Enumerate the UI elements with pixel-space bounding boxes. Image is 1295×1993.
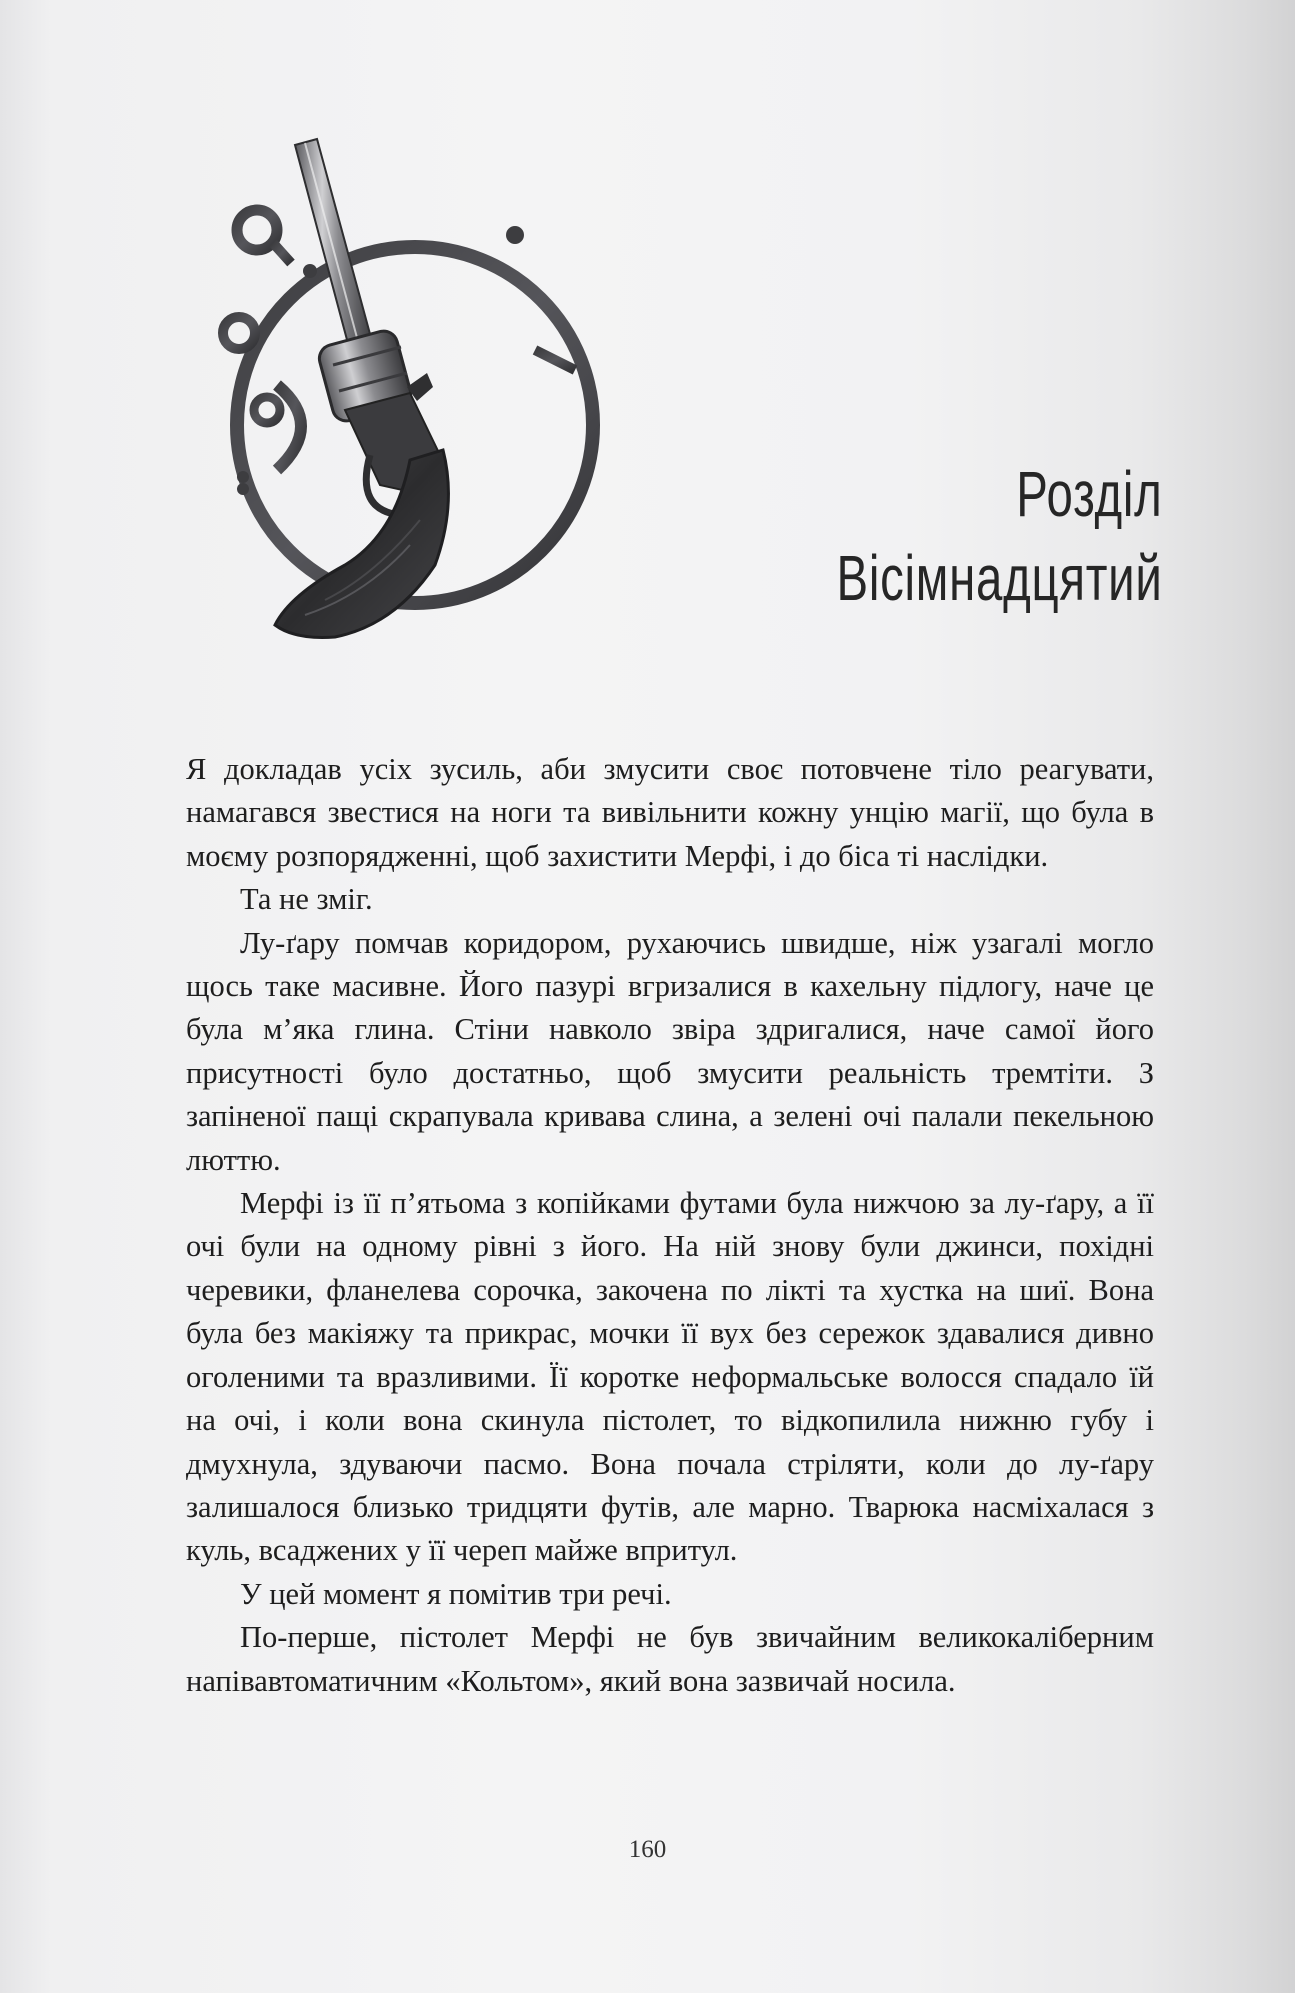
chapter-title bbox=[722, 452, 1163, 620]
chapter-body bbox=[186, 748, 1154, 1703]
paragraph: По-перше, пістолет Мерфі не був звичайним великокаліберним напівавтоматичним «Кольтом», який вона зазвичай носила. bbox=[186, 1620, 1154, 1698]
page-number: 160 bbox=[628, 1836, 667, 1863]
paragraph: Я докладав усіх зусиль, аби змусити своє потовчене тіло реагувати, намагався звестися на ноги та вивільнити кожну унцію магії, що була в моєму розпорядженні, щоб захистити Мерфі, і до біса ті наслідки. bbox=[186, 752, 1154, 873]
paragraph: Та не зміг. bbox=[240, 882, 373, 917]
paragraph: Мерфі із її п’ятьома з копійками футами була нижчою за лу-ґару, а її очі були на одному рівні з його. На ній знову були джинси, похідні черевики, фланелева сорочка, закочена по лікті та хустка на шиї. Вона була без макіяжу та прикрас, мочки її вух без сережок здавалися дивно оголеними та вразливими. Її коротке неформальське волосся спадало їй на очі, і коли вона скинула пістолет, то відкопилила нижню губу і дмухнула, здуваючи пасмо. Вона почала стріляти, коли до лу-ґару залишалося близько тридцяти футів, але марно. Тварюка насміхалася з куль, всаджених у її череп майже впритул. bbox=[186, 1186, 1154, 1568]
revolver-sigil-icon bbox=[195, 125, 655, 685]
paragraph: Лу-ґару помчав коридором, рухаючись швидше, ніж узагалі могло щось таке масивне. Його пазурі вгризалися в кахельну підлогу, наче це була м’яка глина. Стіни навколо звіра здригалися, наче самої його присутності було достатньо, щоб змусити реальність тремтіти. З запіненої пащі скрапувала кривава слина, а зелені очі палали пекельною люттю. bbox=[186, 925, 1154, 1177]
chapter-title-line1: Розділ bbox=[1016, 458, 1163, 530]
chapter-title-line2: Вісімнадцятий bbox=[837, 542, 1163, 614]
paragraph: У цей момент я помітив три речі. bbox=[240, 1576, 672, 1611]
